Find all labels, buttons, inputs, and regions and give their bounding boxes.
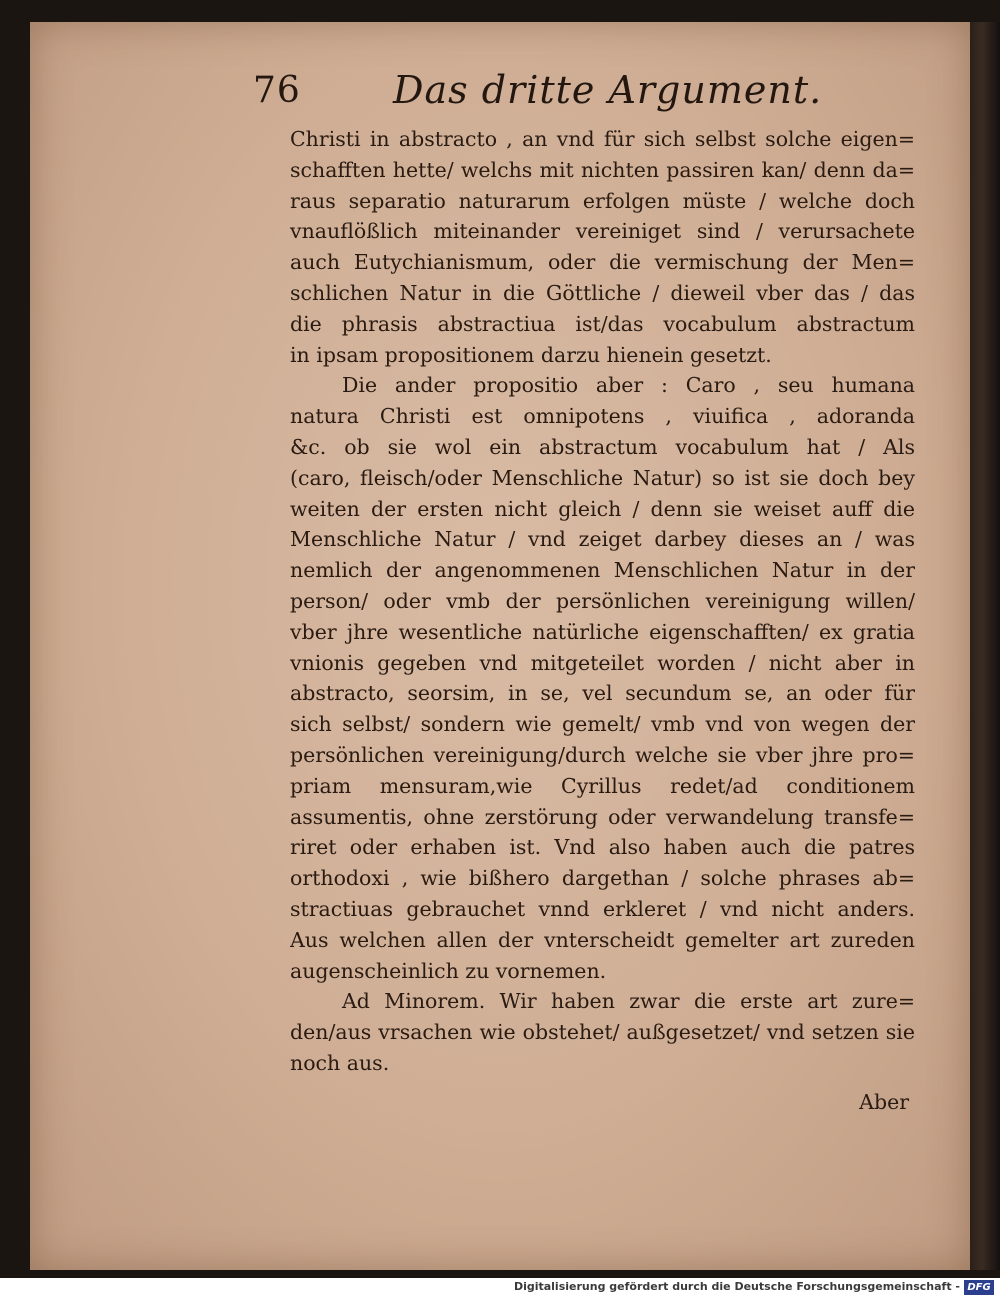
text-line: vnionis gegeben vnd mitgeteilet worden / nicht aber in xyxy=(290,650,915,675)
page-header xyxy=(253,68,913,118)
text-line: (caro, fleisch/oder Menschliche Natur) so ist sie doch bey xyxy=(290,465,915,490)
text-line: Christi in abstracto , an vnd für sich selbst solche eigen= xyxy=(290,127,915,151)
text-line: auch Eutychianismum, oder die vermischung der Men= xyxy=(290,250,915,275)
text-block xyxy=(290,124,915,1118)
text-line: schlichen Natur in die Göttliche / dieweil vber das / das xyxy=(290,280,915,305)
paragraph-first-line: Die ander propositio aber : Caro , seu humana xyxy=(342,373,915,398)
text-line: noch aus. xyxy=(290,1050,390,1075)
text-line: &c. ob sie wol ein abstractum vocabulum hat / Als xyxy=(290,434,915,459)
book-spine-edge xyxy=(970,22,1000,1270)
running-head: Das dritte Argument. xyxy=(393,68,823,112)
catchword: Aber xyxy=(859,1089,909,1114)
text-line: in ipsam propositionem darzu hienein gesetzt. xyxy=(290,342,772,367)
text-line: den/aus vrsachen wie obstehet/ außgesetzet/ vnd setzen sie xyxy=(290,1020,915,1045)
page-number: 76 xyxy=(253,70,301,111)
text-line: persönlichen vereinigung/durch welche sie vber jhre pro= xyxy=(290,742,915,767)
text-line: augenscheinlich zu vornemen. xyxy=(290,958,607,983)
text-line: Aus welchen allen der vnterscheidt gemelter art zureden xyxy=(290,927,915,952)
text-line: raus separatio naturarum erfolgen müste / welche doch xyxy=(290,188,915,213)
text-line: stractiuas gebrauchet vnnd erkleret / vnd nicht anders. xyxy=(290,896,915,921)
text-line: vnauflößlich miteinander vereiniget sind / verursachete xyxy=(290,219,915,244)
text-line: nemlich der angenommenen Menschlichen Natur in der xyxy=(290,558,915,583)
text-line: Menschliche Natur / vnd zeiget darbey dieses an / was xyxy=(290,527,915,552)
text-line: vber jhre wesentliche natürliche eigenschafften/ ex gratia xyxy=(290,619,915,644)
text-line: person/ oder vmb der persönlichen vereinigung willen/ xyxy=(290,588,915,613)
dfg-logo-icon: DFG xyxy=(964,1280,994,1295)
text-line: orthodoxi , wie bißhero dargethan / solche phrases ab= xyxy=(290,866,915,891)
funding-credit: Digitalisierung gefördert durch die Deutsche Forschungsgemeinschaft - xyxy=(513,1280,960,1293)
text-line: priam mensuram,wie Cyrillus redet/ad conditionem xyxy=(290,773,915,798)
text-line: sich selbst/ sondern wie gemelt/ vmb vnd von wegen der xyxy=(290,712,915,737)
text-line: weiten der ersten nicht gleich / denn sie weiset auff die xyxy=(290,496,915,521)
paragraph-first-line: Ad Minorem. Wir haben zwar die erste art zure= xyxy=(342,989,915,1014)
footer-bar xyxy=(0,1278,1000,1298)
text-line: abstracto, seorsim, in se, vel secundum se, an oder für xyxy=(290,681,915,706)
text-line: schafften hette/ welchs mit nichten passiren kan/ denn da= xyxy=(290,157,915,182)
text-line: die phrasis abstractiua ist/das vocabulum abstractum xyxy=(290,311,915,336)
text-line: riret oder erhaben ist. Vnd also haben auch die patres xyxy=(290,835,915,860)
text-line: assumentis, ohne zerstörung oder verwandelung transfe= xyxy=(290,804,915,829)
text-line: natura Christi est omnipotens , viuifica , adoranda xyxy=(290,404,915,429)
